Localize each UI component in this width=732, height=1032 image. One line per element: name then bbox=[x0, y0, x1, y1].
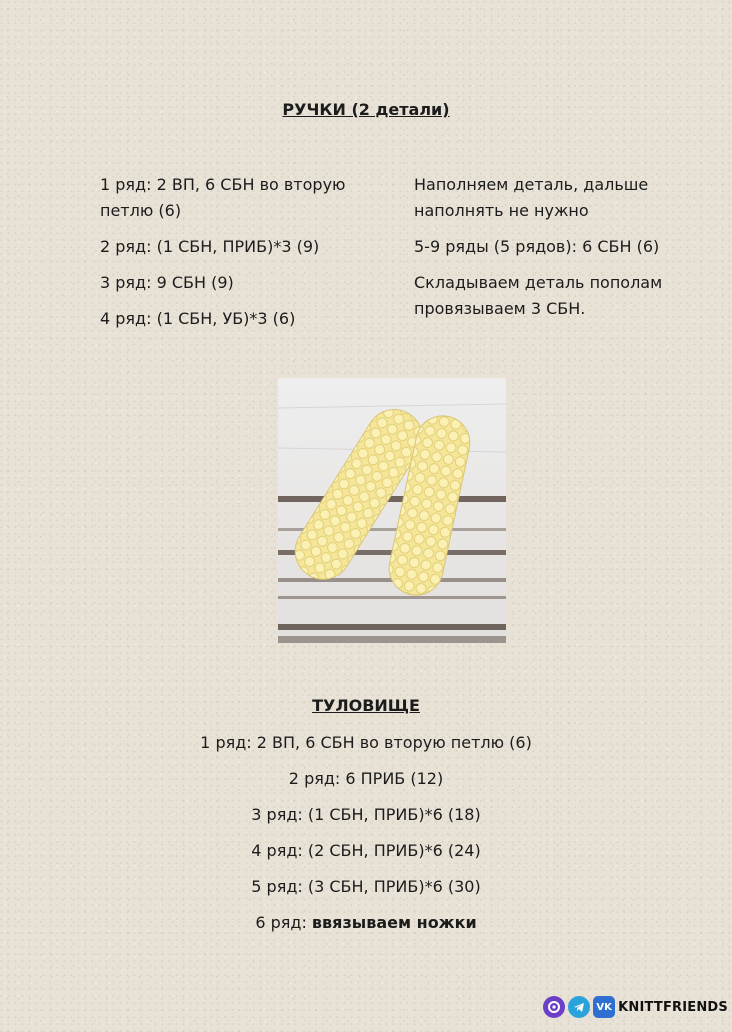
arms-row-3: 3 ряд: 9 СБН (9) bbox=[100, 273, 234, 292]
footer-brand bbox=[543, 994, 728, 1020]
arms-row-2: 2 ряд: (1 СБН, ПРИБ)*3 (9) bbox=[100, 237, 320, 256]
ok-icon[interactable] bbox=[543, 996, 565, 1018]
arms-note-fold: Складываем деталь пополам провязываем 3 СБН. bbox=[414, 273, 663, 318]
body-row-2: 2 ряд: 6 ПРИБ (12) bbox=[288, 769, 444, 788]
body-row-6-prefix: 6 ряд: bbox=[255, 913, 312, 932]
arms-row-4: 4 ряд: (1 СБН, УБ)*3 (6) bbox=[100, 309, 296, 328]
arms-row-1: 1 ряд: 2 ВП, 6 СБН во вторую петлю (6) bbox=[100, 175, 346, 220]
arms-row-5-9: 5-9 ряды (5 рядов): 6 СБН (6) bbox=[414, 237, 660, 256]
vk-icon[interactable]: VK bbox=[593, 996, 615, 1018]
body-row-6 bbox=[0, 910, 732, 946]
crochet-arms-image bbox=[278, 378, 506, 643]
arms-rows-right bbox=[414, 172, 694, 332]
body-row-3: 3 ряд: (1 СБН, ПРИБ)*6 (18) bbox=[251, 805, 481, 824]
section-title-body: ТУЛОВИЩЕ bbox=[312, 696, 420, 715]
body-row-6-bold: ввязываем ножки bbox=[311, 913, 477, 932]
body-rows bbox=[0, 730, 732, 946]
body-row-4: 4 ряд: (2 СБН, ПРИБ)*6 (24) bbox=[251, 841, 481, 860]
arms-note-stuff: Наполняем деталь, дальше наполнять не нужно bbox=[414, 175, 649, 220]
body-row-1: 1 ряд: 2 ВП, 6 СБН во вторую петлю (6) bbox=[200, 733, 532, 752]
telegram-icon[interactable] bbox=[568, 996, 590, 1018]
arms-photo bbox=[278, 378, 506, 643]
arms-rows-left bbox=[100, 172, 390, 342]
brand-name: KNITTFRIENDS bbox=[618, 999, 728, 1015]
body-row-5: 5 ряд: (3 СБН, ПРИБ)*6 (30) bbox=[251, 877, 481, 896]
section-title-arms: РУЧКИ (2 детали) bbox=[282, 100, 450, 119]
